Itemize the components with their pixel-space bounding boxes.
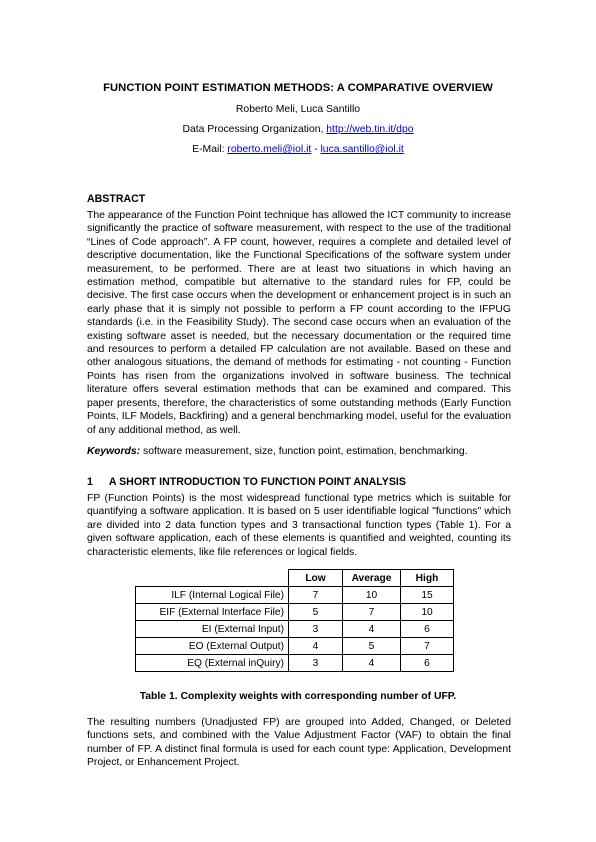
keywords-label: Keywords: bbox=[87, 446, 141, 457]
affiliation-link[interactable]: http://web.tin.it/dpo bbox=[326, 124, 414, 135]
keywords-text: software measurement, size, function point, estimation, benchmarking. bbox=[140, 446, 468, 457]
cell-low: 7 bbox=[289, 587, 343, 604]
cell-high: 15 bbox=[401, 587, 454, 604]
cell-high: 6 bbox=[401, 655, 454, 672]
row-label: EO (External Output) bbox=[136, 638, 289, 655]
email-separator: - bbox=[311, 144, 321, 155]
section-heading bbox=[87, 476, 406, 488]
cell-low: 3 bbox=[289, 621, 343, 638]
row-label: EIF (External Interface File) bbox=[136, 604, 289, 621]
table-row bbox=[136, 655, 454, 672]
keywords-line bbox=[87, 446, 511, 457]
cell-average: 4 bbox=[343, 655, 401, 672]
cell-low: 3 bbox=[289, 655, 343, 672]
table-caption: Table 1. Complexity weights with corresponding number of UFP. bbox=[139, 691, 457, 702]
complexity-weights-table bbox=[135, 569, 454, 672]
email-link-santillo[interactable]: luca.santillo@iol.it bbox=[320, 144, 404, 155]
table-row bbox=[136, 587, 454, 604]
cell-low: 4 bbox=[289, 638, 343, 655]
section-title: A SHORT INTRODUCTION TO FUNCTION POINT ANALYSIS bbox=[108, 476, 406, 488]
affiliation-text: Data Processing Organization, bbox=[182, 124, 327, 135]
cell-high: 10 bbox=[401, 604, 454, 621]
table-header-cell: Low bbox=[289, 570, 343, 587]
cell-high: 7 bbox=[401, 638, 454, 655]
section-paragraph-2: The resulting numbers (Unadjusted FP) are grouped into Added, Changed, or Deleted functions sets, and combined with the Value Adjustment Factor (VAF) to obtain the final number of FP. A distinct final formula is used for each count type: Application, Development Project, or Enhancement Project. bbox=[87, 717, 511, 769]
table-row bbox=[136, 621, 454, 638]
paper-title: FUNCTION POINT ESTIMATION METHODS: A COMPARATIVE OVERVIEW bbox=[103, 82, 493, 94]
section-paragraph-1: FP (Function Points) is the most widespread functional type metrics which is suitable for quantifying a software application. It is based on 5 user identifiable logical "functions" which are divided into 2 data function types and 3 transactional function types (Table 1). For a given software application, each of these elements is quantified and weighted, counting its characteristic elements, like file references or logical fields. bbox=[87, 493, 511, 558]
abstract-text: The appearance of the Function Point technique has allowed the ICT community to increase significantly the practice of software measurement, with respect to the use of the traditional “Lines of Code approach”. A FP count, however, requires a complete and detailed level of descriptive documentation, like the Functional Specifications of the software system under measurement, to be performed. There are at least two situations in which having an estimation method, compatible but alternative to the standard rules for FP, could be decisive. The first case occurs when the development or enhancement project is in such an early phase that it is simply not possible to perform a FP count according to the IFPUG standards (i.e. in the Feasibility Study). The second case occurs when an evaluation of the existing software asset is needed, but the necessary documentation or the required time and resources to perform a detailed FP calculation are not available. Based on these and other analogous situations, the demand of methods for estimating - not counting - Function Points has risen from the organizations involved in software business. The technical literature offers several estimation methods that can be examined and compared. This paper presents, therefore, the characteristics of some outstanding methods (Early Function Points, ILF Models, Backfiring) and a general benchmarking model, useful for the evaluation of any additional method, as well. bbox=[87, 210, 511, 436]
table-header-cell: Average bbox=[343, 570, 401, 587]
abstract-heading: ABSTRACT bbox=[87, 193, 146, 205]
affiliation bbox=[0, 124, 596, 135]
row-label: ILF (Internal Logical File) bbox=[136, 587, 289, 604]
table-row bbox=[136, 638, 454, 655]
cell-low: 5 bbox=[289, 604, 343, 621]
email-label: E-Mail: bbox=[192, 144, 228, 155]
table-header-row bbox=[136, 570, 454, 587]
table-row bbox=[136, 604, 454, 621]
cell-average: 5 bbox=[343, 638, 401, 655]
email-line bbox=[0, 144, 596, 155]
table-header-cell: High bbox=[401, 570, 454, 587]
cell-average: 7 bbox=[343, 604, 401, 621]
row-label: EQ (External inQuiry) bbox=[136, 655, 289, 672]
cell-high: 6 bbox=[401, 621, 454, 638]
cell-average: 4 bbox=[343, 621, 401, 638]
section-number: 1 bbox=[87, 476, 93, 488]
row-label: EI (External Input) bbox=[136, 621, 289, 638]
cell-average: 10 bbox=[343, 587, 401, 604]
authors: Roberto Meli, Luca Santillo bbox=[235, 104, 361, 115]
email-link-meli[interactable]: roberto.meli@iol.it bbox=[227, 144, 312, 155]
